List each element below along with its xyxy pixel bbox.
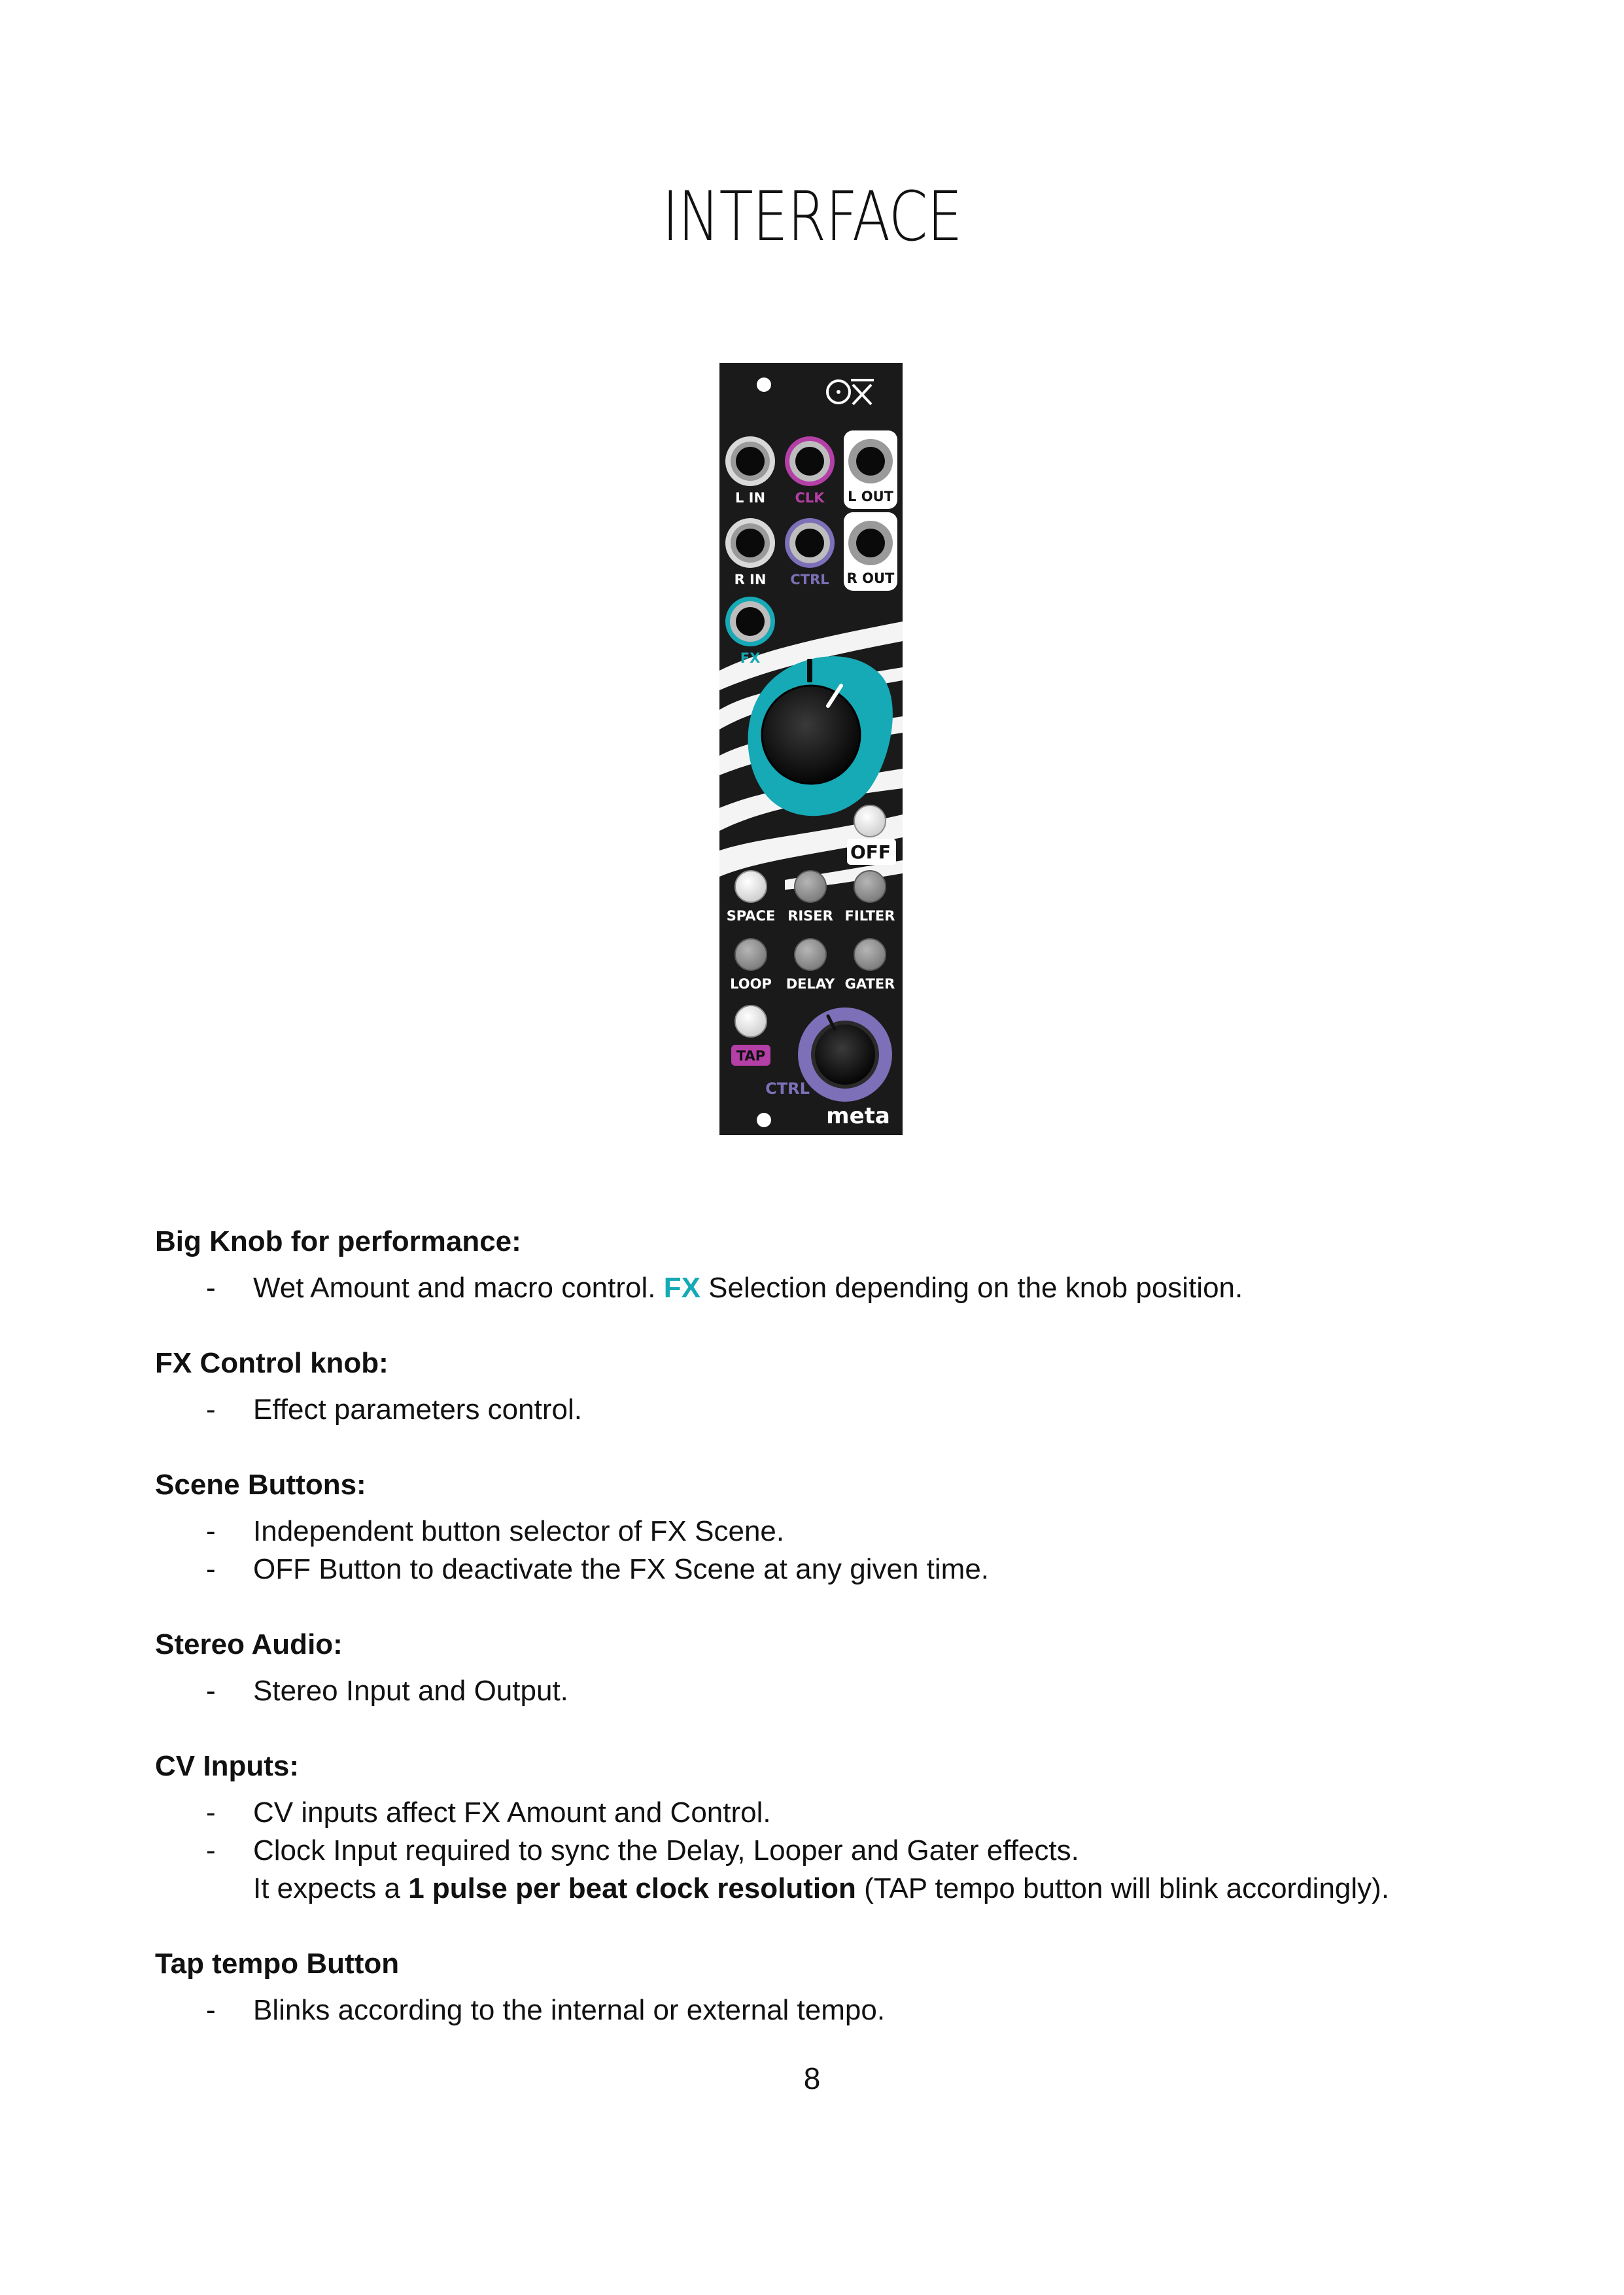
item-continuation-bold: 1 pulse per beat clock resolution [408,1872,856,1904]
l-in-label: L IN [734,490,766,506]
scene-label-filter: FILTER [844,908,895,924]
section-heading: FX Control knob: [155,1347,389,1379]
list-item [155,1832,1496,1908]
page-title: INTERFACE [662,177,962,256]
off-label: OFF [850,841,891,863]
section-heading: Big Knob for performance: [155,1225,521,1257]
item-text-after: Selection depending on the knob position. [700,1272,1243,1304]
list-item [155,1391,1496,1429]
page-number: 8 [803,2061,821,2095]
list-item [155,1672,1496,1710]
section-tap-tempo [155,1946,1496,2029]
fx-cv-label: FX [740,650,761,666]
fx-cv-jack[interactable] [725,597,775,646]
mounting-hole [757,1113,771,1127]
list-item [155,1269,1496,1307]
r-in-jack[interactable] [725,518,775,568]
section-cv-inputs [155,1748,1496,1908]
l-out-jack[interactable] [848,439,893,483]
item-continuation-before: It expects a [253,1872,409,1904]
scene-label-riser: RISER [787,908,833,924]
module-panel-illustration [719,363,903,1135]
scene-label-delay: DELAY [786,976,835,992]
fx-highlight: FX [663,1272,700,1304]
scene-label-gater: GATER [844,976,895,992]
item-text: Clock Input required to sync the Delay, Looper and Gater effects. [253,1834,1079,1866]
model-name: meta [826,1103,890,1129]
scene-button-riser[interactable] [795,871,826,902]
dash-bullet: - [206,1272,216,1304]
list-item [155,1550,1496,1588]
l-out-label: L OUT [848,489,893,504]
clk-jack[interactable] [785,436,835,486]
scene-button-filter[interactable] [854,871,886,902]
section-heading: Tap tempo Button [155,1948,400,1980]
list-item [155,1513,1496,1550]
item-text: Stereo Input and Output. [253,1675,568,1707]
dash-bullet: - [206,1675,216,1707]
clk-label: CLK [795,490,825,506]
scene-button-loop[interactable] [735,939,767,970]
fx-ctrl-knob[interactable] [798,1007,892,1102]
section-big-knob [155,1223,1496,1307]
scene-button-gater[interactable] [854,939,886,970]
r-out-label: R OUT [846,570,895,586]
scene-label-loop: LOOP [730,976,772,992]
dash-bullet: - [206,1796,216,1829]
big-knob-zero-marker [807,659,812,682]
scene-button-delay[interactable] [795,939,826,970]
big-performance-knob[interactable] [762,686,860,784]
tap-tempo-button[interactable] [735,1006,767,1037]
item-text: Blinks according to the internal or external tempo. [253,1994,886,2026]
section-heading: Stereo Audio: [155,1628,343,1660]
ctrl-knob-label: CTRL [765,1079,810,1098]
feature-descriptions [155,1223,1496,2067]
r-out-jack[interactable] [848,521,893,565]
section-heading: CV Inputs: [155,1750,299,1782]
dash-bullet: - [206,1515,216,1547]
tap-label: TAP [736,1048,766,1064]
dash-bullet: - [206,1994,216,2026]
mounting-hole [757,377,771,392]
r-in-label: R IN [734,572,767,587]
ctrl-cv-jack[interactable] [785,518,835,568]
item-text-before: Wet Amount and macro control. [253,1272,664,1304]
list-item [155,1794,1496,1832]
section-scene-buttons [155,1467,1496,1588]
off-button[interactable] [854,805,886,837]
scene-label-space: SPACE [726,908,776,924]
section-stereo-audio [155,1626,1496,1710]
item-text: Independent button selector of FX Scene. [253,1515,785,1547]
l-in-jack[interactable] [725,436,775,486]
dash-bullet: - [206,1393,216,1426]
scene-button-space[interactable] [735,871,767,902]
section-heading: Scene Buttons: [155,1469,366,1501]
item-text: Effect parameters control. [253,1393,582,1426]
item-text: CV inputs affect FX Amount and Control. [253,1796,771,1829]
ctrl-cv-label: CTRL [790,572,829,587]
dash-bullet: - [206,1553,216,1585]
dash-bullet: - [206,1834,216,1866]
section-fx-control-knob [155,1345,1496,1429]
item-continuation-after: (TAP tempo button will blink accordingly). [855,1872,1390,1904]
item-text: OFF Button to deactivate the FX Scene at any given time. [253,1553,990,1585]
list-item [155,1991,1496,2029]
